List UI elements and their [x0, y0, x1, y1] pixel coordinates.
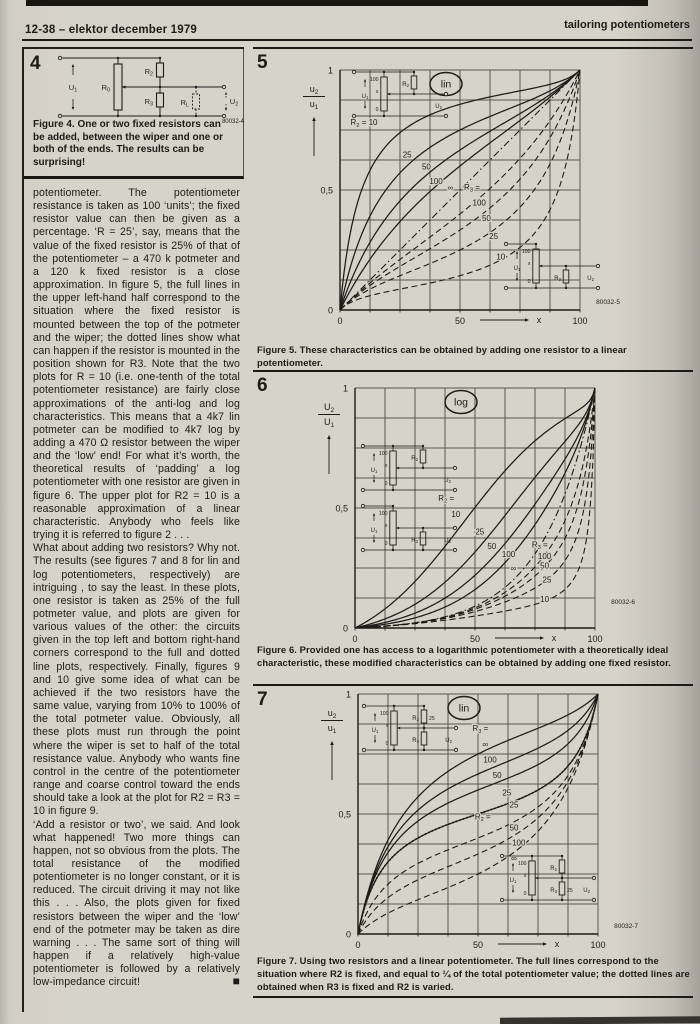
svg-text:80032-5: 80032-5 — [596, 299, 620, 306]
svg-text:U1: $U_1$ — [513, 266, 521, 273]
svg-text:100: 100 — [521, 249, 531, 255]
svg-text:100: 100 — [369, 77, 379, 83]
svg-text:U1: $U_1$ — [361, 94, 369, 101]
figure7-number: 7 — [257, 689, 268, 710]
svg-text:u2: $u_2$ — [309, 84, 319, 96]
curve-label: $R_2 = 10$ — [350, 118, 378, 129]
svg-text:U1: $U_1$ — [370, 528, 378, 535]
figure5-caption: Figure 5. These characteristics can be obtained by adding one resistor to a linear potentiometer. — [257, 344, 627, 368]
svg-text:25: 25 — [429, 716, 435, 722]
section6-top-rule — [253, 370, 693, 372]
svg-text:80032-7: 80032-7 — [614, 923, 638, 930]
svg-text:100: 100 — [378, 451, 388, 457]
figure6-number: 6 — [257, 375, 268, 396]
svg-text:0: 0 — [384, 481, 388, 487]
graph-svg-fig5 — [284, 60, 624, 332]
curve-label: 50 — [540, 561, 550, 571]
curve-label: 100 — [501, 550, 516, 560]
svg-text:50: 50 — [469, 634, 481, 644]
curve-label: 25 — [542, 575, 552, 585]
svg-text:U2: $U_2$ — [444, 478, 451, 485]
svg-text:0: 0 — [337, 316, 343, 326]
svg-text:0,5: 0,5 — [338, 809, 351, 820]
svg-text:0: 0 — [527, 279, 531, 285]
scan-bottom-edge — [500, 1016, 700, 1024]
article-paragraph: What about adding two resistors? Why not. The results (see figures 7 and 8 for lin and log potentiometers, respectively) are intriguing , to say the least. In these plots, one resistor is taken as 25% of the full potmeter value, and plots are given for various values of the other: the circuits given in the top left and bottom right-hand corners correspond to the full and dotted line plots, respectively. Finally, figures 9 and 10 give some idea of what can be achieved if the two resistors have the same value, varying from 10% to 100% of the total potmeter value. Obviously, all these plots must run through the point where the wiper is set to half of the total resistance value. Anybody who wants fine control in the centre of the potentiometer range and coarse control toward the ends should take a look at the plot for R2 = R3 = 10 in figure 9. — [33, 542, 240, 818]
inset-circuit-top-left — [362, 704, 457, 751]
svg-text:100: 100 — [517, 861, 527, 867]
svg-text:100: 100 — [378, 511, 388, 517]
curve-label: 100 — [483, 755, 497, 765]
article-title-header: tailoring potentiometers — [564, 19, 690, 31]
svg-text:x: x — [375, 89, 379, 95]
figure4-circuit-svg — [48, 49, 248, 125]
left-column — [22, 47, 244, 1012]
svg-text:U1: $U_1$ — [371, 728, 379, 735]
svg-text:U2: $U_2$ — [587, 276, 594, 283]
svg-text:x: x — [523, 873, 527, 879]
svg-text:R2: $R_2$ — [402, 82, 409, 89]
figure4-number: 4 — [30, 53, 41, 74]
svg-text:0,5: 0,5 — [320, 185, 333, 196]
figure6-caption: Figure 6. Provided one has access to a logarithmic potentiometer with a theoretically ideal characteristic, these modified characteristics can be obtained by adding one fixed resistor. — [257, 644, 672, 668]
curve-label: ∞ — [510, 563, 517, 573]
curve-label: 50 — [487, 541, 497, 551]
curve-label: 100 — [512, 838, 526, 848]
svg-text:100: 100 — [572, 316, 588, 326]
svg-text:U2: $U_2$ — [445, 738, 452, 745]
section5-top-rule — [253, 47, 693, 49]
svg-text:R2: $R_2$ — [411, 456, 418, 463]
curve-label: 50 — [492, 771, 502, 780]
svg-text:0: 0 — [523, 891, 527, 897]
curve-label: $R_2$ = — [438, 493, 455, 505]
svg-text:1: 1 — [345, 689, 351, 700]
svg-text:1: 1 — [327, 65, 333, 76]
curve-label: $R_3$ = — [531, 540, 548, 552]
curve-label: ∞ — [482, 739, 489, 749]
curve-label: 10 — [451, 510, 461, 520]
svg-text:R3: $R_3$ — [554, 276, 561, 283]
svg-text:0: 0 — [385, 741, 389, 747]
svg-text:R3: $R_3$ — [412, 738, 419, 745]
svg-text:0: 0 — [384, 541, 388, 547]
svg-text:100: 100 — [379, 711, 389, 717]
svg-text:x: x — [551, 633, 557, 643]
svg-text:x: x — [385, 723, 389, 729]
svg-text:lin: lin — [458, 702, 470, 715]
svg-text:0: 0 — [327, 305, 333, 316]
svg-text:u2: $u_2$ — [327, 708, 337, 720]
inset-circuit-left-lower — [361, 504, 456, 551]
svg-text:U2: $U_2$ — [435, 104, 442, 111]
svg-text:100: 100 — [590, 940, 606, 950]
figure4-circuit-diagram — [48, 49, 248, 130]
svg-text:U1: $U_1$ — [509, 878, 517, 885]
graph-svg-fig7 — [302, 684, 642, 956]
curve-label: $R_3$ = — [464, 183, 480, 194]
svg-text:U2: $U_2$ — [229, 97, 239, 108]
curve-label: 50 — [481, 214, 491, 224]
figure6-graph — [299, 378, 639, 655]
svg-text:x: x — [554, 939, 560, 949]
inset-circuit-left-upper — [361, 444, 456, 491]
curve-label: 25 — [489, 232, 499, 242]
curve-label: 100 — [472, 198, 486, 208]
svg-text:log: log — [453, 396, 469, 409]
curve-label: 100 — [537, 551, 552, 561]
svg-text:U2: $U_2$ — [323, 402, 335, 414]
svg-text:U1: $U_1$ — [323, 417, 335, 429]
figure5-number: 5 — [257, 52, 268, 73]
svg-text:0: 0 — [352, 634, 358, 644]
header-rule — [22, 39, 692, 41]
curve-label: 25 — [502, 788, 512, 798]
svg-text:0,5: 0,5 — [335, 503, 348, 514]
curve-label: 25 — [509, 800, 519, 810]
curve-label: ∞ — [447, 183, 454, 193]
svg-text:U2: $U_2$ — [444, 538, 451, 545]
svg-text:R2: $R_2$ — [412, 716, 419, 723]
svg-text:x: x — [384, 523, 388, 529]
curve-label: 25 — [402, 150, 412, 160]
svg-text:R3: $R_3$ — [411, 538, 418, 545]
end-of-article-marker: ■ — [232, 974, 240, 989]
figure4-caption: Figure 4. One or two fixed resistors can be added, between the wiper and one or both of the ends. The results can be surprising! — [33, 119, 224, 168]
svg-text:R0: $R_0$ — [101, 83, 110, 94]
page-number-header: 12-38 – elektor december 1979 — [25, 24, 198, 36]
graph-svg-fig6 — [299, 378, 639, 650]
section7-bottom-rule — [253, 996, 693, 998]
figure4-box — [24, 49, 244, 179]
svg-text:x: x — [536, 315, 542, 325]
curve-label: 25 — [475, 527, 485, 537]
svg-text:x: x — [384, 463, 388, 469]
svg-text:U1: $U_1$ — [370, 468, 378, 475]
curve-label: $R_3$ = — [472, 724, 489, 735]
svg-text:u1: $u_1$ — [309, 99, 319, 111]
svg-text:50: 50 — [454, 316, 466, 326]
curve-label: ∞ — [511, 853, 517, 863]
svg-text:R3: $R_3$ — [144, 97, 153, 108]
figure5-graph — [284, 60, 624, 337]
svg-text:RL: $R_L$ — [180, 98, 189, 109]
svg-text:0: 0 — [345, 929, 351, 940]
curve-label: $R_2$ = — [474, 812, 491, 823]
svg-text:50: 50 — [472, 940, 484, 950]
article-paragraph: potentiometer. The potentiometer resistance is taken as 100 ‘units’; the fixed resistor value can then be given as a percentage. ‘R = 25’, say, means that the value of the fixed resistor is 25% of that of the potentiometer – a 470 k potmeter and a 120 k fixed resistor is a close approximation. In figure 5, the full lines in the upper left-hand half correspond to the situation where the fixed resistor is mounted between the top of the potmeter and the wiper; the dotted lines show what can happen if the resistor is mounted in the position shown for R3. Note that the two plots for R = 10 (i.e. one-tenth of the total potentiometer resistance) are fairly close approximations of the anti-log and log characteristics. This means that a 4k7 lin potmeter can be modified to 4k7 log by adding a 470 Ω resistor between the wiper and the ‘low’ end! For what it’s worth, the theoretical results of ‘padding’ a log potentiometer with one resistor are given in figure 6. The upper plot for R2 = 10 is a reasonable approximation of a linear characteristic. Anybody who feels like trying it is referred to figure 2 . . . — [33, 187, 240, 542]
inset-circuit-bottom-right — [504, 242, 599, 289]
svg-text:R2: $R_2$ — [550, 866, 557, 873]
svg-text:0: 0 — [375, 107, 379, 113]
svg-text:u1: $u_1$ — [327, 723, 337, 735]
svg-text:lin: lin — [440, 78, 452, 91]
curve-label: 50 — [509, 823, 519, 833]
svg-text:80032-6: 80032-6 — [611, 599, 635, 606]
svg-text:100: 100 — [587, 634, 603, 644]
curve-label: 50 — [421, 162, 431, 172]
curve-label: 10 — [496, 252, 506, 262]
svg-text:U2: $U_2$ — [583, 888, 590, 895]
article-text — [24, 179, 244, 1007]
article-paragraph: ‘Add a resistor or two’, we said. And look what happened! Two more things can happen, not so obvious from the plots. The total resistance of the modified potentiometer is no longer constant, or it is reduced. The circuit driving it may not like this . . . Also, the plots given for fixed resistors between the wiper and the ‘low’ end of the potmeter may be taken as dire warning . . . The same sort of thing will happen if a relatively high-value potentiometer is followed by a relatively low-impedance circuit! ■ — [33, 818, 240, 989]
svg-text:0: 0 — [342, 623, 348, 634]
svg-text:0: 0 — [355, 940, 361, 950]
figure7-graph — [302, 684, 642, 961]
svg-text:25: 25 — [567, 888, 573, 894]
curve-label: 100 — [429, 177, 443, 186]
svg-text:1: 1 — [342, 383, 348, 394]
svg-text:80032-4: 80032-4 — [221, 119, 244, 125]
svg-text:R3: $R_3$ — [550, 888, 557, 895]
svg-text:R2: $R_2$ — [144, 67, 153, 78]
scan-top-edge — [26, 0, 648, 6]
figure7-caption: Figure 7. Using two resistors and a linear potentiometer. The full lines correspond to the situation where R2 is fixed, and equal to ¼ of the total potentiometer value; the dotted lines are obtained when R3 is fixed and R2 is varied. — [257, 955, 690, 992]
curve-label: 10 — [540, 595, 550, 605]
scan-left-edge — [0, 0, 10, 1024]
svg-text:x: x — [527, 261, 531, 267]
svg-text:U1: $U_1$ — [68, 83, 78, 94]
